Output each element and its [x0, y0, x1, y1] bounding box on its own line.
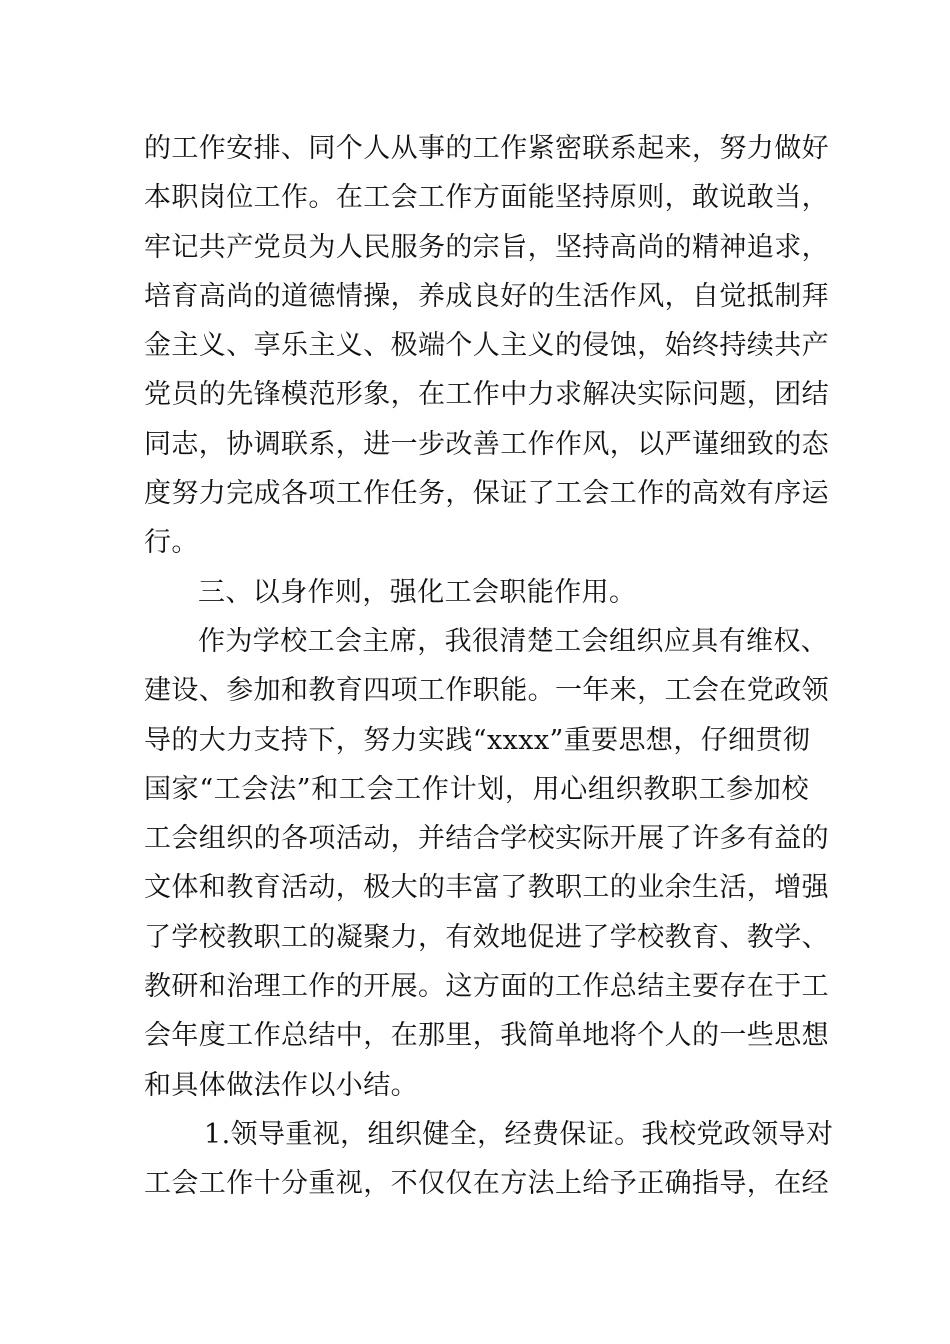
text-line: 的工作安排、同个人从事的工作紧密联系起来，努力做好	[144, 133, 829, 164]
text-line: 教研和治理工作的开展。这方面的工作总结主要存在于工	[144, 971, 829, 1003]
text-line: 了学校教职工的凝聚力，有效地促进了学校教育、教学、	[144, 921, 829, 953]
text-line: 行。	[144, 527, 199, 559]
text-line: 作为学校工会主席，我很清楚工会组织应具有维权、	[198, 625, 829, 657]
text-line: 牢记共产党员为人民服务的宗旨，坚持高尚的精神追求，	[144, 231, 829, 263]
text-line: 文体和教育活动，极大的丰富了教职工的业余生活，增强	[144, 872, 829, 904]
paragraph-work-style	[144, 124, 829, 568]
text-line: 工会工作十分重视，不仅仅在方法上给予正确指导，在经	[144, 1168, 829, 1200]
section-heading-three	[144, 568, 809, 617]
paragraph-union-chair	[144, 617, 829, 1110]
text-line: 和具体做法作以小结。	[144, 1069, 418, 1101]
text-line: 国家“工会法”和工会工作计划，用心组织教职工参加校	[144, 773, 809, 805]
text-line: 党员的先锋模范形象，在工作中力求解决实际问题，团结	[144, 379, 829, 411]
text-line: 工会组织的各项活动，并结合学校实际开展了许多有益的	[144, 823, 829, 855]
text-line: 本职岗位工作。在工会工作方面能坚持原则，敢说敢当，	[144, 182, 829, 214]
text-line: 金主义、享乐主义、极端个人主义的侵蚀，始终持续共产	[144, 330, 829, 362]
text-line: 度努力完成各项工作任务，保证了工会工作的高效有序运	[144, 478, 829, 510]
text-line: 同志，协调联系，进一步改善工作作风，以严谨细致的态	[144, 428, 829, 460]
text-line: 建设、参加和教育四项工作职能。一年来，工会在党政领	[144, 675, 829, 707]
text-line: 培育高尚的道德情操，养成良好的生活作风，自觉抵制拜	[144, 280, 829, 312]
text-line: 1.领导重视，组织健全，经费保证。我校党政领导对	[204, 1118, 834, 1150]
text-line: 导的大力支持下，努力实践“xxxx”重要思想，仔细贯彻	[144, 724, 811, 756]
paragraph-leadership	[144, 1110, 834, 1209]
document-body	[144, 124, 834, 1209]
section-heading-text: 三、以身作则，强化工会职能作用。	[198, 576, 637, 608]
text-line: 会年度工作总结中，在那里，我简单地将个人的一些思想	[144, 1020, 829, 1052]
